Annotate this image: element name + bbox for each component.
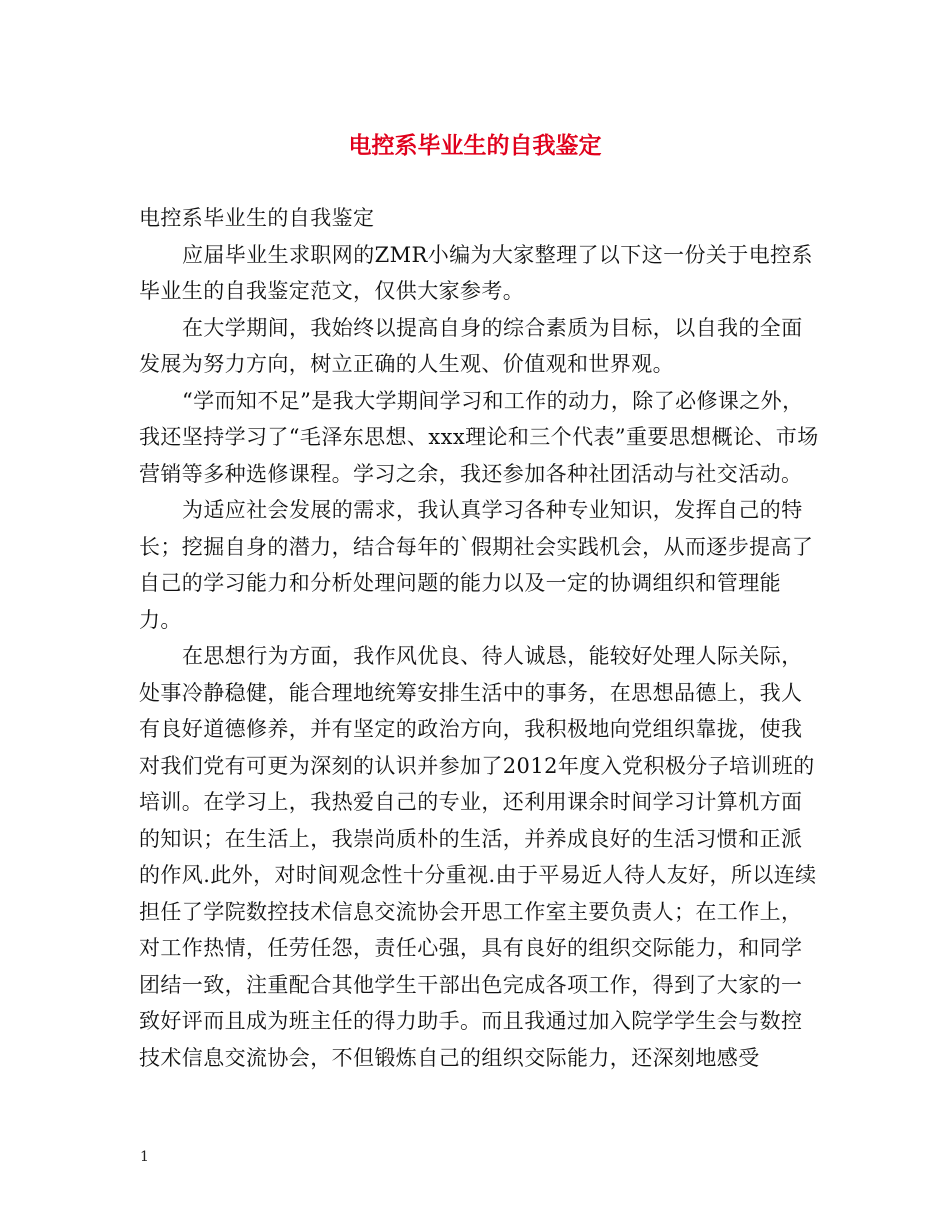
document-title: 电控系毕业生的自我鉴定 [348,133,602,159]
document-body [139,200,819,1076]
paragraph-intro: 应届毕业生求职网的ZMR小编为大家整理了以下这一份关于电控系毕业生的自我鉴定范文，仅供大家参考。 [139,242,813,303]
paragraph-study-motivation: “学而知不足”是我大学期间学习和工作的动力，除了必修课之外，我还坚持学习了“毛泽东思想、xxx理论和三个代表”重要思想概论、市场营销等多种选修课程。学习之余，我还参加各种社团活动与社交活动。 [139,388,819,486]
paragraph-abilities: 为适应社会发展的需求，我认真学习各种专业知识，发挥自己的特长；挖掘自身的潜力，结合每年的`假期社会实践机会，从而逐步提高了自己的学习能力和分析处理问题的能力以及一定的协调组织和管理能力。 [139,498,814,632]
page-number: 1 [140,1149,149,1165]
document-subtitle: 电控系毕业生的自我鉴定 [139,206,375,230]
paragraph-university-goals: 在大学期间，我始终以提高自身的综合素质为目标，以自我的全面发展为努力方向，树立正确的人生观、价值观和世界观。 [139,315,803,376]
paragraph-conduct-and-work: 在思想行为方面，我作风优良、待人诚恳，能较好处理人际关际，处事冷静稳健，能合理地统筹安排生活中的事务，在思想品德上，我人有良好道德修养，并有坚定的政治方向，我积极地向党组织靠拢，使我对我们党有可更为深刻的认识并参加了2012年度入党积极分子培训班的培训。在学习上，我热爱自己的专业，还利用课余时间学习计算机方面的知识；在生活上，我崇尚质朴的生活，并养成良好的生活习惯和正派的作风.此外，对时间观念性十分重视.由于平易近人待人友好，所以连续担任了学院数控技术信息交流协会开思工作室主要负责人；在工作上，对工作热情，任劳任怨，责任心强，具有良好的组织交际能力，和同学团结一致，注重配合其他学生干部出色完成各项工作，得到了大家的一致好评而且成为班主任的得力助手。而且我通过加入院学学生会与数控技术信息交流协会，不但锻炼自己的组织交际能力，还深刻地感受 [139,644,817,1070]
